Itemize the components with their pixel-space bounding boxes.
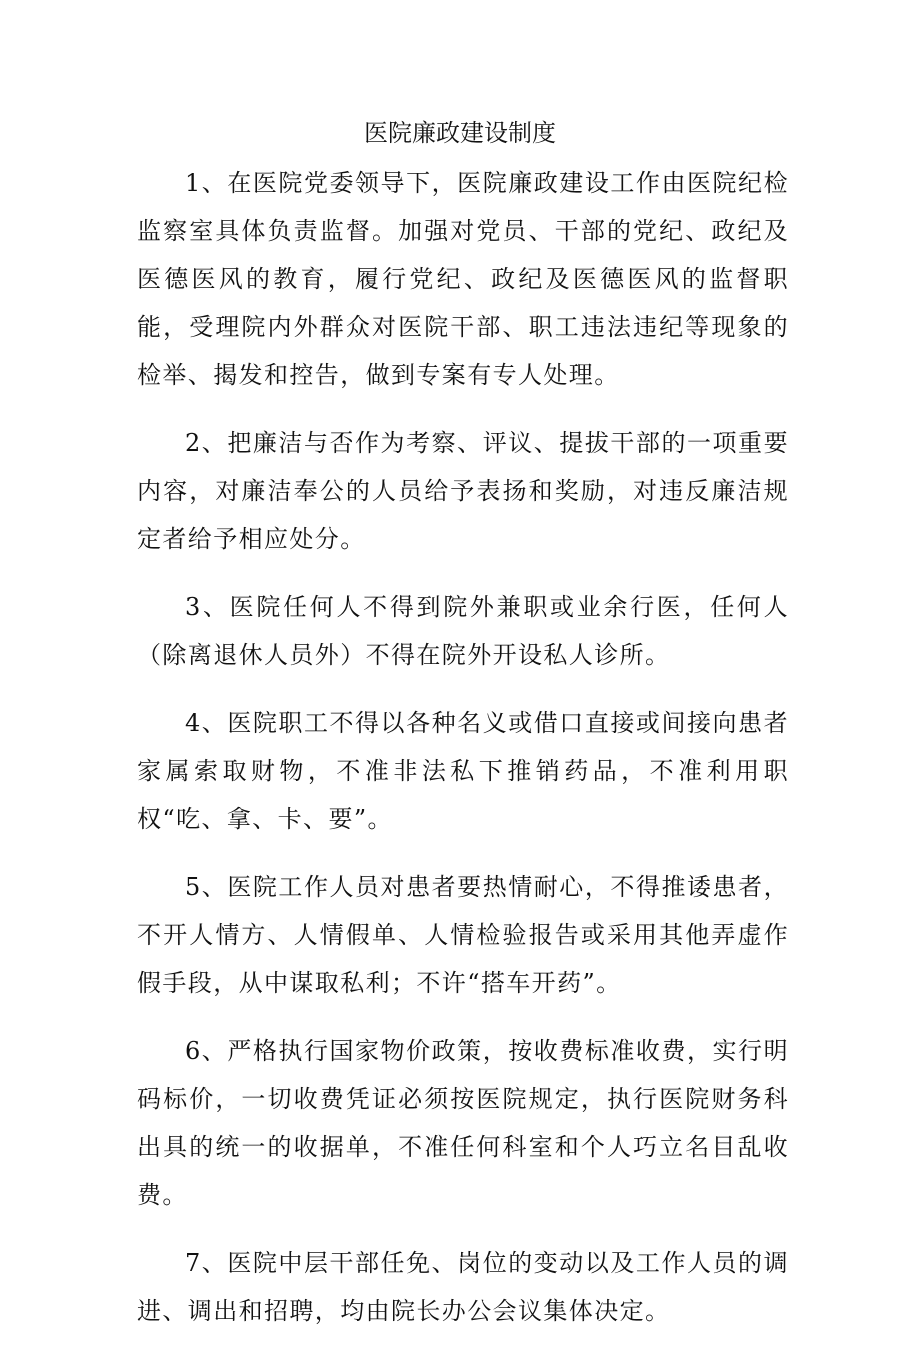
paragraph-5: 5、医院工作人员对患者要热情耐心，不得推诿患者，不开人情方、人情假单、人情检验报告或采用其他弄虚作假手段，从中谋取私利；不许“搭车开药”。: [137, 873, 789, 997]
document-body: [137, 159, 789, 1355]
paragraph-2: 2、把廉洁与否作为考察、评议、提拔干部的一项重要内容，对廉洁奉公的人员给予表扬和奖励，对违反廉洁规定者给予相应处分。: [137, 429, 789, 553]
paragraph-4: 4、医院职工不得以各种名义或借口直接或间接向患者家属索取财物，不准非法私下推销药品，不准利用职权“吃、拿、卡、要”。: [137, 709, 789, 833]
document-title: 医院廉政建设制度: [364, 119, 556, 147]
paragraph-6: 6、严格执行国家物价政策，按收费标准收费，实行明码标价，一切收费凭证必须按医院规定，执行医院财务科出具的统一的收据单，不准任何科室和个人巧立名目乱收费。: [137, 1037, 789, 1209]
paragraph-7: 7、医院中层干部任免、岗位的变动以及工作人员的调进、调出和招聘，均由院长办公会议集体决定。: [137, 1249, 789, 1325]
paragraph-1: 1、在医院党委领导下，医院廉政建设工作由医院纪检监察室具体负责监督。加强对党员、干部的党纪、政纪及医德医风的教育，履行党纪、政纪及医德医风的监督职能，受理院内外群众对医院干部、职工违法违纪等现象的检举、揭发和控告，做到专案有专人处理。: [137, 169, 789, 389]
paragraph-3: 3、医院任何人不得到院外兼职或业余行医，任何人（除离退休人员外）不得在院外开设私人诊所。: [137, 593, 789, 669]
